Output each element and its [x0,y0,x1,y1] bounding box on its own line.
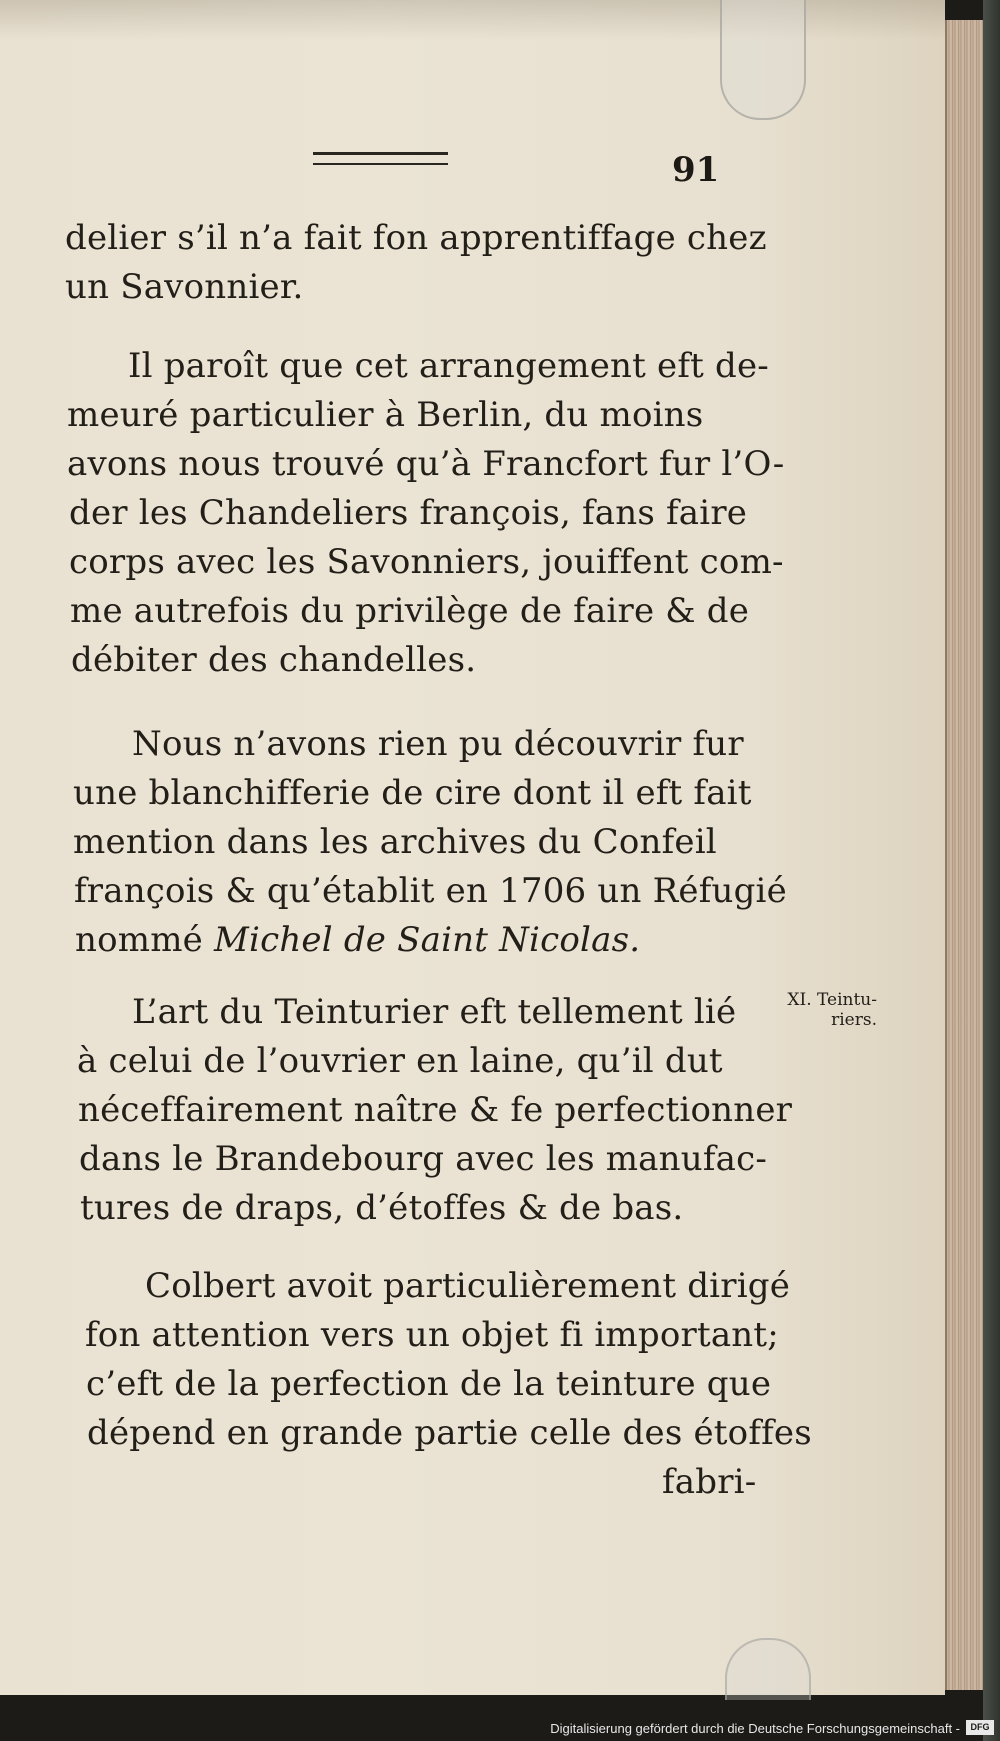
text-line: me autrefois du privilège de faire & de [70,591,750,631]
text-line: à celui de l’ouvrier en laine, qu’il dut [77,1041,723,1081]
text-line: dépend en grande partie celle des étoffes [87,1413,812,1453]
footer-credit: Digitalisierung gefördert durch die Deutsche Forschungsgemeinschaft - [550,1721,960,1736]
text-line: Il paroît que cet arrangement eft de- [128,346,769,386]
text-line: fon attention vers un objet fi important; [85,1315,779,1355]
text-line: Colbert avoit particulièrement dirigé [145,1266,791,1306]
text-line-name [75,920,640,960]
text-line: Nous n’avons rien pu découvrir fur [132,724,744,764]
text-line: L’art du Teinturier eft tellement lié [132,992,737,1032]
book-clip-top [720,0,806,120]
text-line: néceffairement naître & fe perfectionner [78,1090,793,1130]
text-line: avons nous trouvé qu’à Francfort fur l’O- [67,444,785,484]
text-line: tures de draps, d’étoffes & de bas. [80,1188,684,1228]
text-line: meuré particulier à Berlin, du moins [67,395,704,435]
text-line: corps avec les Savonniers, jouiffent com- [69,542,784,582]
text-line: un Savonnier. [65,267,304,307]
text-line: françois & qu’établit en 1706 un Réfugié [74,871,787,911]
text-line: mention dans les archives du Confeil [73,822,717,862]
text-line: dans le Brandebourg avec les manufac- [79,1139,768,1179]
dfg-logo: DFG [966,1720,994,1735]
text-line: une blanchifferie de cire dont il eft fait [73,773,752,813]
name-prefix: nommé [75,920,203,960]
page-number: 91 [672,150,720,190]
text-line: c’eft de la perfection de la teinture que [86,1364,772,1404]
footer-bar [0,1716,1000,1741]
italic-name: Michel de Saint Nicolas. [213,920,641,960]
book-cover [983,0,1000,1741]
catchword: fabri- [662,1462,757,1502]
margin-note-line: riers. [831,1010,877,1030]
text-line: der les Chandeliers françois, fans faire [69,493,748,533]
margin-note [765,990,877,1030]
margin-note-line: XI. Teintu- [787,990,877,1010]
header-rule [313,152,448,165]
text-line: delier s’il n’a fait fon apprentiffage chez [65,218,767,258]
page-edges [945,20,985,1690]
text-line: débiter des chandelles. [71,640,477,680]
